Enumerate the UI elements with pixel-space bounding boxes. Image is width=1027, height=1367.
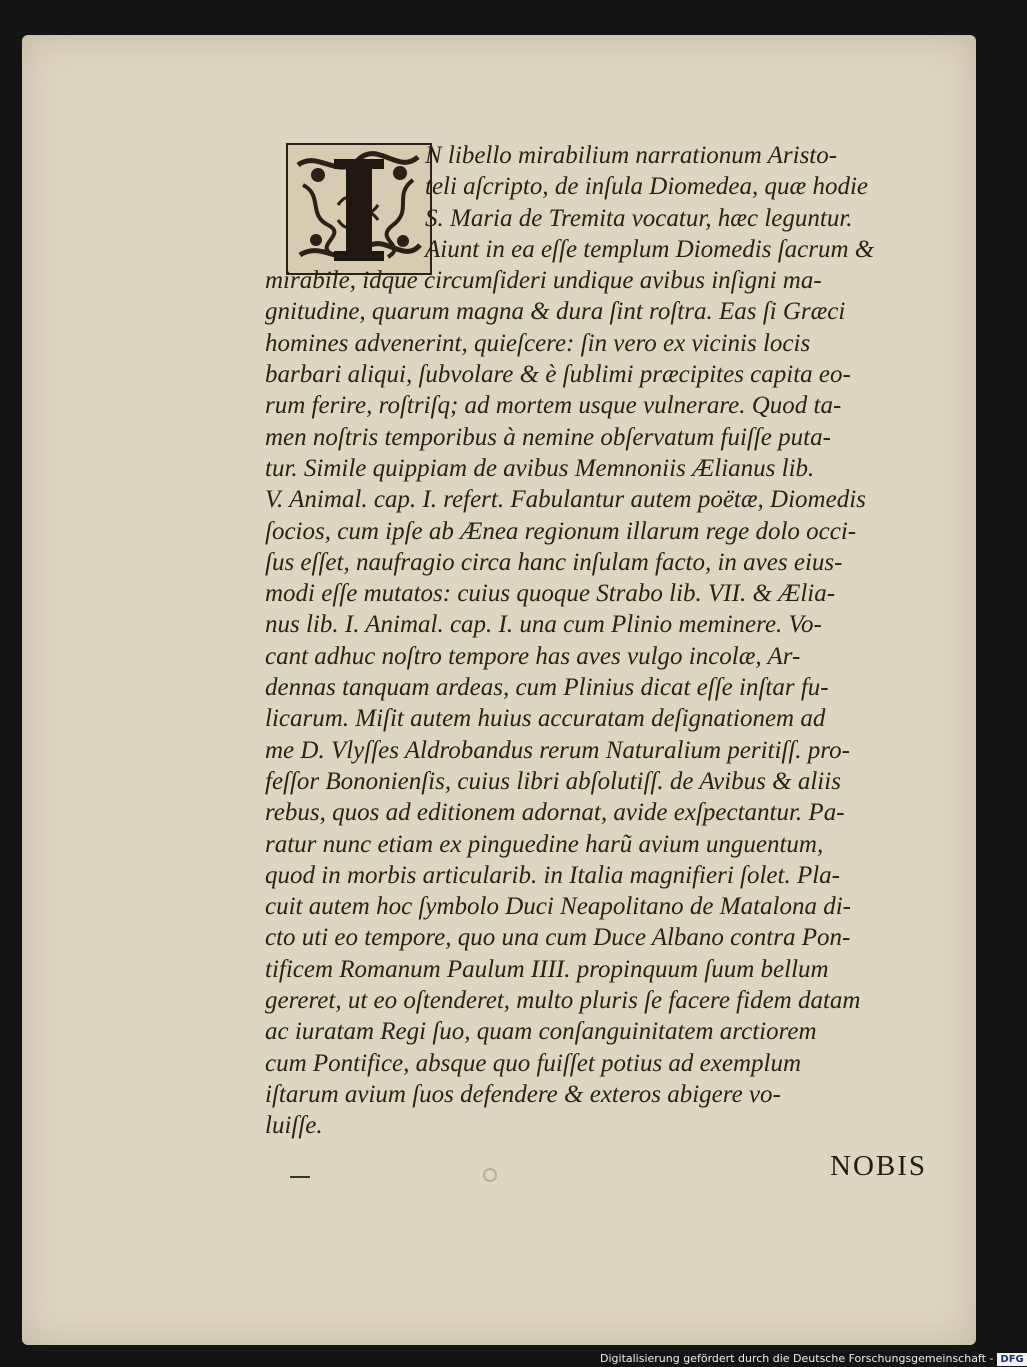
text-line: homines advenerint, quieſcere: ſin vero ex vicinis locis	[265, 329, 811, 357]
text-line: luiſſe.	[265, 1112, 323, 1140]
text-line: ſocios, cum ipſe ab Ænea regionum illarum rege dolo occi-	[265, 517, 857, 545]
text-line: men noſtris temporibus à nemine obſervatum fuiſſe puta-	[265, 423, 831, 451]
text-line: barbari aliqui, ſubvolare & è ſublimi præcipites capita eo-	[265, 361, 851, 389]
text-line: iſtarum avium ſuos defendere & exteros abigere vo-	[265, 1080, 781, 1108]
text-line: cto uti eo tempore, quo una cum Duce Albano contra Pon-	[265, 924, 851, 952]
text-line: ac iuratam Regi ſuo, quam conſanguinitatem arctiorem	[265, 1018, 817, 1046]
text-line: Aiunt in ea eſſe templum Diomedis ſacrum &	[425, 235, 875, 263]
text-line: modi eſſe mutatos: cuius quoque Strabo lib. VII. & Ælia-	[265, 580, 836, 608]
text-line: cant adhuc noſtro tempore has aves vulgo incolæ, Ar-	[265, 642, 801, 670]
catchword: NOBIS	[830, 1150, 928, 1182]
text-line: nus lib. I. Animal. cap. I. una cum Plinio meminere. Vo-	[265, 611, 822, 639]
text-line: gnitudine, quarum magna & dura ſint roſtra. Eas ſi Græci	[265, 298, 846, 326]
text-line: dennas tanquam ardeas, cum Plinius dicat eſſe inſtar fu-	[265, 674, 829, 702]
footer-text: Digitalisierung gefördert durch die Deutsche Forschungsgemeinschaft -	[600, 1352, 994, 1365]
text-line: rum ferire, roſtriſq; ad mortem usque vulnerare. Quod ta-	[265, 392, 842, 420]
text-line: gereret, ut eo oſtenderet, multo pluris ſe facere fidem datam	[265, 987, 861, 1015]
text-line: cuit autem hoc ſymbolo Duci Neapolitano de Matalona di-	[265, 893, 852, 921]
text-line: S. Maria de Tremita vocatur, hæc leguntur.	[425, 204, 853, 232]
page-text	[265, 140, 955, 1142]
text-line: rebus, quos ad editionem adornat, avide exſpectantur. Pa-	[265, 799, 845, 827]
text-line: quod in morbis articularib. in Italia magnifieri ſolet. Pla-	[265, 861, 840, 889]
text-line: licarum. Miſit autem huius accuratam deſignationem ad	[265, 705, 826, 733]
text-line: tur. Simile quippiam de avibus Memnoniis Ælianus lib.	[265, 454, 815, 482]
dfg-logo: DFG	[997, 1353, 1026, 1366]
page-smudge-marks	[290, 1165, 510, 1185]
text-line: N libello mirabilium narrationum Aristo-	[425, 142, 838, 169]
body-lines	[265, 265, 955, 1141]
text-line: ſus eſſet, naufragio circa hanc inſulam facto, in aves eius-	[265, 548, 843, 576]
text-line: ratur nunc etiam ex pinguedine harũ avium unguentum,	[265, 830, 824, 858]
text-line: teli aſcripto, de inſula Diomedea, quæ hodie	[425, 173, 868, 201]
text-line: tificem Romanum Paulum IIII. propinquum ſuum bellum	[265, 955, 829, 983]
text-line: cum Pontifice, absque quo fuiſſet potius ad exemplum	[265, 1049, 802, 1077]
text-line: mirabile, idque circumſideri undique avibus inſigni ma-	[265, 267, 822, 295]
text-line: me D. Vlyſſes Aldrobandus rerum Naturalium peritiſſ. pro-	[265, 736, 850, 764]
text-line: V. Animal. cap. I. refert. Fabulantur autem poëtæ, Diomedis	[265, 486, 866, 514]
text-line: feſſor Bononienſis, cuius libri abſolutiſſ. de Avibus & aliis	[265, 767, 841, 795]
opening-lines	[425, 140, 955, 265]
digitization-footer	[600, 1350, 1024, 1367]
